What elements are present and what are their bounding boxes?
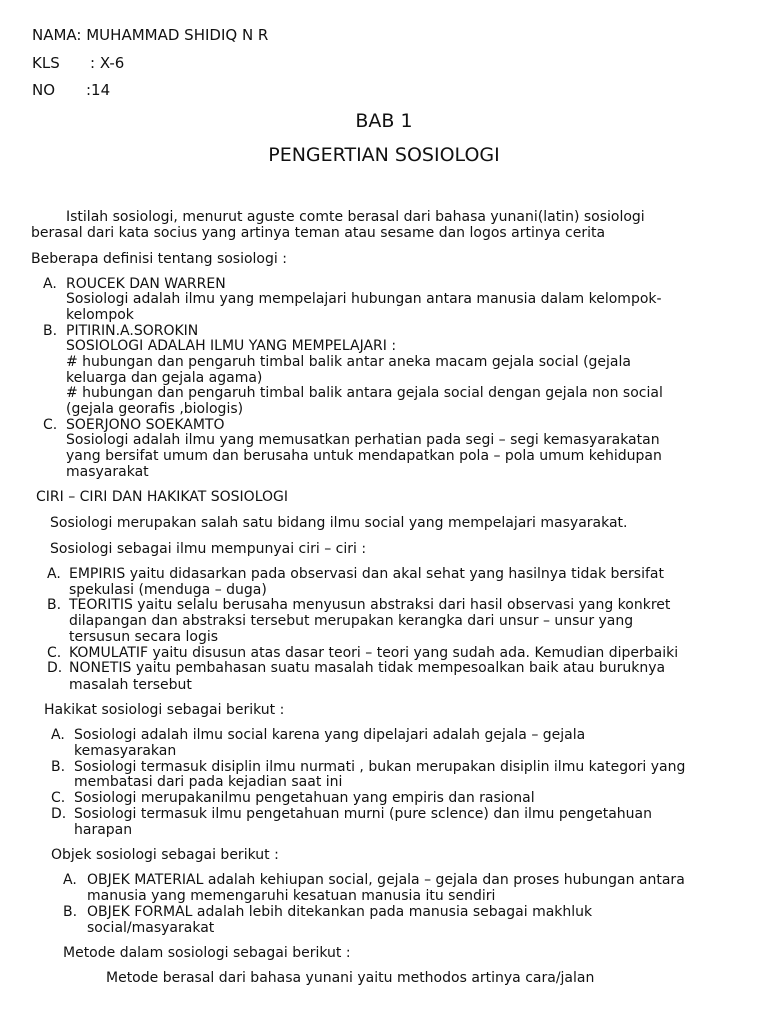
list-marker: D. — [47, 660, 63, 676]
list-item-text: masyarakat — [66, 464, 149, 480]
class-value: : X-6 — [90, 54, 125, 72]
list-marker: A. — [43, 276, 57, 292]
list-marker: B. — [51, 759, 66, 775]
list-item-text: Sosiologi termasuk ilmu pengetahuan murni (pure sclence) dan ilmu pengetahuan — [74, 806, 652, 822]
list-item-text: Sosiologi adalah ilmu social karena yang dipelajari adalah gejala – gejala — [74, 727, 586, 743]
ciri-paragraph: Sosiologi merupakan salah satu bidang ilmu social yang mempelajari masyarakat. — [50, 515, 628, 531]
list-item-text: harapan — [74, 822, 133, 838]
list-item-text: PITIRIN.A.SOROKIN — [66, 323, 199, 339]
list-item-text: # hubungan dan pengaruh timbal balik antar aneka macam gejala social (gejala — [66, 354, 631, 370]
list-item-text: Sosiologi adalah ilmu yang mempelajari hubungan antara manusia dalam kelompok- — [66, 291, 662, 307]
list-marker: C. — [47, 645, 62, 661]
list-item-text: membatasi dari pada kejadian saat ini — [74, 774, 343, 790]
list-item-text: ROUCEK DAN WARREN — [66, 276, 226, 292]
list-marker: B. — [43, 323, 58, 339]
list-marker: B. — [63, 904, 78, 920]
list-item-text: masalah tersebut — [69, 677, 192, 693]
list-item-text: OBJEK MATERIAL adalah kehiupan social, gejala – gejala dan proses hubungan antara — [87, 872, 685, 888]
list-item-text: kemasyarakan — [74, 743, 177, 759]
intro-line: berasal dari kata socius yang artinya teman atau sesame dan logos artinya cerita — [31, 225, 606, 241]
list-marker: C. — [51, 790, 66, 806]
list-item-text: tersusun secara logis — [69, 629, 219, 645]
objek-heading: Objek sosiologi sebagai berikut : — [51, 847, 279, 863]
student-name: NAMA: MUHAMMAD SHIDIQ N R — [32, 26, 269, 44]
hakikat-heading: Hakikat sosiologi sebagai berikut : — [44, 702, 285, 718]
list-item-text: SOSIOLOGI ADALAH ILMU YANG MEMPELAJARI : — [66, 338, 397, 354]
list-item-text: (gejala georafis ,biologis) — [66, 401, 244, 417]
chapter-subtitle: PENGERTIAN SOSIOLOGI — [268, 144, 500, 166]
number-label: NO — [32, 81, 56, 99]
list-item-text: yang bersifat umum dan berusaha untuk mendapatkan pola – pola umum kehidupan — [66, 448, 662, 464]
list-item-text: # hubungan dan pengaruh timbal balik antara gejala social dengan gejala non social — [66, 385, 663, 401]
definitions-heading: Beberapa definisi tentang sosiologi : — [31, 251, 287, 267]
chapter-title: BAB 1 — [355, 110, 413, 132]
list-marker: A. — [63, 872, 77, 888]
metode-paragraph: Metode berasal dari bahasa yunani yaitu methodos artinya cara/jalan — [106, 970, 595, 986]
list-item-text: spekulasi (menduga – duga) — [69, 582, 267, 598]
list-item-text: TEORITIS yaitu selalu berusaha menyusun abstraksi dari hasil observasi yang konkret — [69, 597, 671, 613]
number-value: :14 — [86, 81, 111, 99]
list-item-text: Sosiologi termasuk disiplin ilmu nurmati , bukan merupakan disiplin ilmu kategori yang — [74, 759, 686, 775]
list-item-text: Sosiologi merupakanilmu pengetahuan yang empiris dan rasional — [74, 790, 535, 806]
list-marker: A. — [51, 727, 65, 743]
list-item-text: KOMULATIF yaitu disusun atas dasar teori – teori yang sudah ada. Kemudian diperbaiki — [69, 645, 679, 661]
list-item-text: EMPIRIS yaitu didasarkan pada observasi dan akal sehat yang hasilnya tidak bersifat — [69, 566, 664, 582]
metode-heading: Metode dalam sosiologi sebagai berikut : — [63, 945, 351, 961]
list-item-text: manusia yang memengaruhi kesatuan manusia itu sendiri — [87, 888, 496, 904]
list-item-text: SOERJONO SOEKAMTO — [66, 417, 225, 433]
list-item-text: kelompok — [66, 307, 134, 323]
class-label: KLS — [32, 54, 60, 72]
list-item-text: keluarga dan gejala agama) — [66, 370, 263, 386]
ciri-paragraph: Sosiologi sebagai ilmu mempunyai ciri – ciri : — [50, 541, 367, 557]
list-marker: A. — [47, 566, 61, 582]
list-item-text: Sosiologi adalah ilmu yang memusatkan perhatian pada segi – segi kemasyarakatan — [66, 432, 660, 448]
list-marker: B. — [47, 597, 62, 613]
list-item-text: social/masyarakat — [87, 920, 215, 936]
list-marker: C. — [43, 417, 58, 433]
ciri-heading: CIRI – CIRI DAN HAKIKAT SOSIOLOGI — [36, 489, 288, 505]
list-item-text: NONETIS yaitu pembahasan suatu masalah tidak mempesoalkan baik atau buruknya — [69, 660, 666, 676]
list-item-text: OBJEK FORMAL adalah lebih ditekankan pada manusia sebagai makhluk — [87, 904, 593, 920]
list-item-text: dilapangan dan abstraksi tersebut merupakan kerangka dari unsur – unsur yang — [69, 613, 634, 629]
list-marker: D. — [51, 806, 67, 822]
intro-line: Istilah sosiologi, menurut aguste comte berasal dari bahasa yunani(latin) sosiologi — [66, 209, 645, 225]
